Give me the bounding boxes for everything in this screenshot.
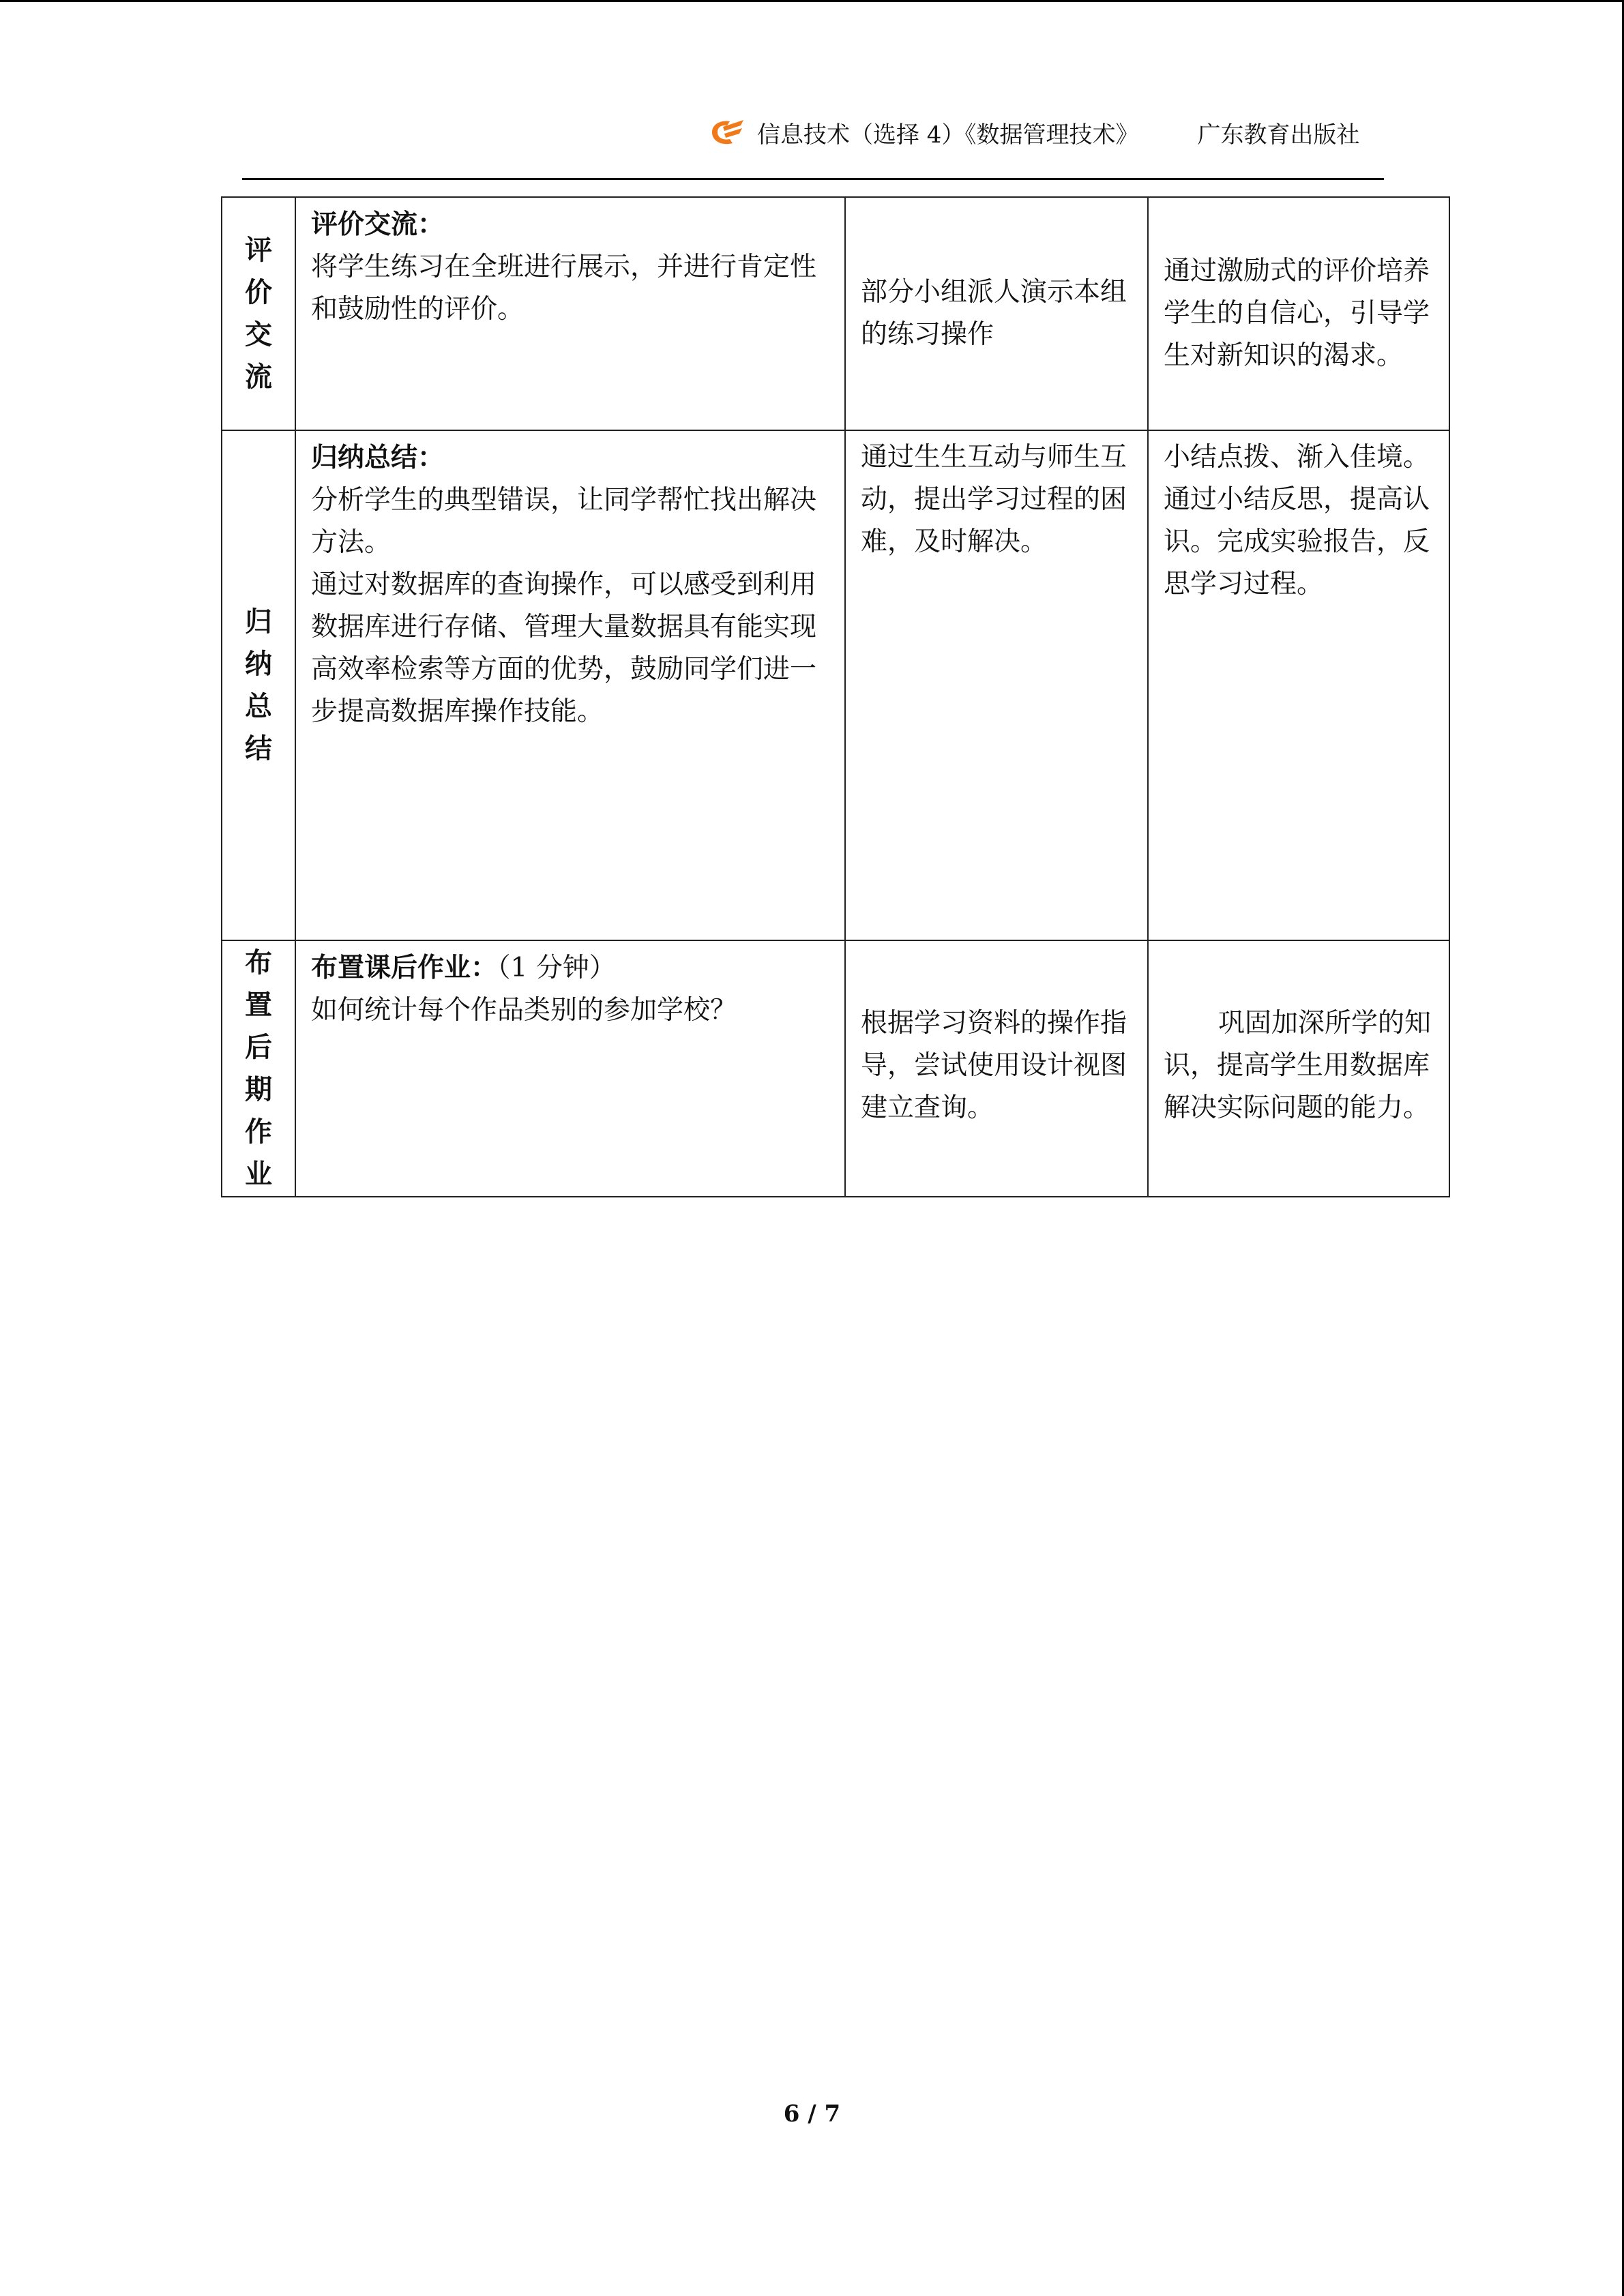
stage-label: 评价交流 bbox=[245, 234, 272, 393]
document-title: 信息技术（选择 4）《数据管理技术》 bbox=[757, 121, 1139, 149]
design-intent-cell bbox=[1148, 430, 1449, 940]
header-rule bbox=[242, 178, 1384, 180]
page-header bbox=[709, 115, 1359, 150]
table-row bbox=[222, 430, 1449, 940]
page-number: 6 / 7 bbox=[783, 2100, 841, 2128]
student-activity-cell bbox=[845, 197, 1148, 430]
intent-text: 小结点拨、渐入佳境。通过小结反思，提高认识。完成实验报告，反思学习过程。 bbox=[1164, 442, 1430, 599]
publisher-name: 广东教育出版社 bbox=[1197, 121, 1360, 149]
table-row bbox=[222, 940, 1449, 1197]
stage-label: 归纳总结 bbox=[245, 606, 272, 764]
teacher-activity-cell bbox=[295, 940, 845, 1197]
student-text: 根据学习资料的操作指导，尝试使用设计视图建立查询。 bbox=[861, 1008, 1127, 1123]
publisher-logo-icon bbox=[709, 117, 746, 147]
intent-text: 通过激励式的评价培养学生的自信心，引导学生对新知识的渴求。 bbox=[1164, 256, 1430, 371]
time-note: （1 分钟） bbox=[497, 953, 616, 983]
design-intent-cell bbox=[1148, 197, 1449, 430]
teacher-text: 将学生练习在全班进行展示，并进行肯定性和鼓励性的评价。 bbox=[311, 252, 817, 325]
teacher-text: 通过对数据库的查询操作，可以感受到利用数据库进行存储、管理大量数据具有能实现高效率检索等方面的优势，鼓励同学们进一步提高数据库操作技能。 bbox=[311, 569, 817, 727]
teacher-activity-cell bbox=[295, 197, 845, 430]
stage-label: 布置后期作业 bbox=[245, 946, 272, 1190]
intent-text: 巩固加深所学的知识，提高学生用数据库解决实际问题的能力。 bbox=[1164, 1008, 1432, 1123]
table-row bbox=[222, 197, 1449, 430]
teacher-text: 如何统计每个作品类别的参加学校？ bbox=[311, 995, 737, 1026]
teacher-activity-cell bbox=[295, 430, 845, 940]
stage-cell bbox=[222, 940, 295, 1197]
page-edge-top bbox=[0, 0, 1624, 2]
teacher-heading: 评价交流： bbox=[311, 209, 445, 240]
design-intent-cell bbox=[1148, 940, 1449, 1197]
stage-cell bbox=[222, 430, 295, 940]
student-text: 通过生生互动与师生互动，提出学习过程的困难，及时解决。 bbox=[861, 442, 1127, 557]
lesson-plan-table bbox=[221, 196, 1450, 1197]
student-activity-cell bbox=[845, 430, 1148, 940]
student-activity-cell bbox=[845, 940, 1148, 1197]
teacher-heading: 布置课后作业： bbox=[311, 952, 498, 983]
teacher-heading: 归纳总结： bbox=[311, 442, 445, 473]
teacher-text: 分析学生的典型错误，让同学帮忙找出解决方法。 bbox=[311, 485, 817, 558]
stage-cell bbox=[222, 197, 295, 430]
student-text: 部分小组派人演示本组的练习操作 bbox=[861, 277, 1127, 350]
